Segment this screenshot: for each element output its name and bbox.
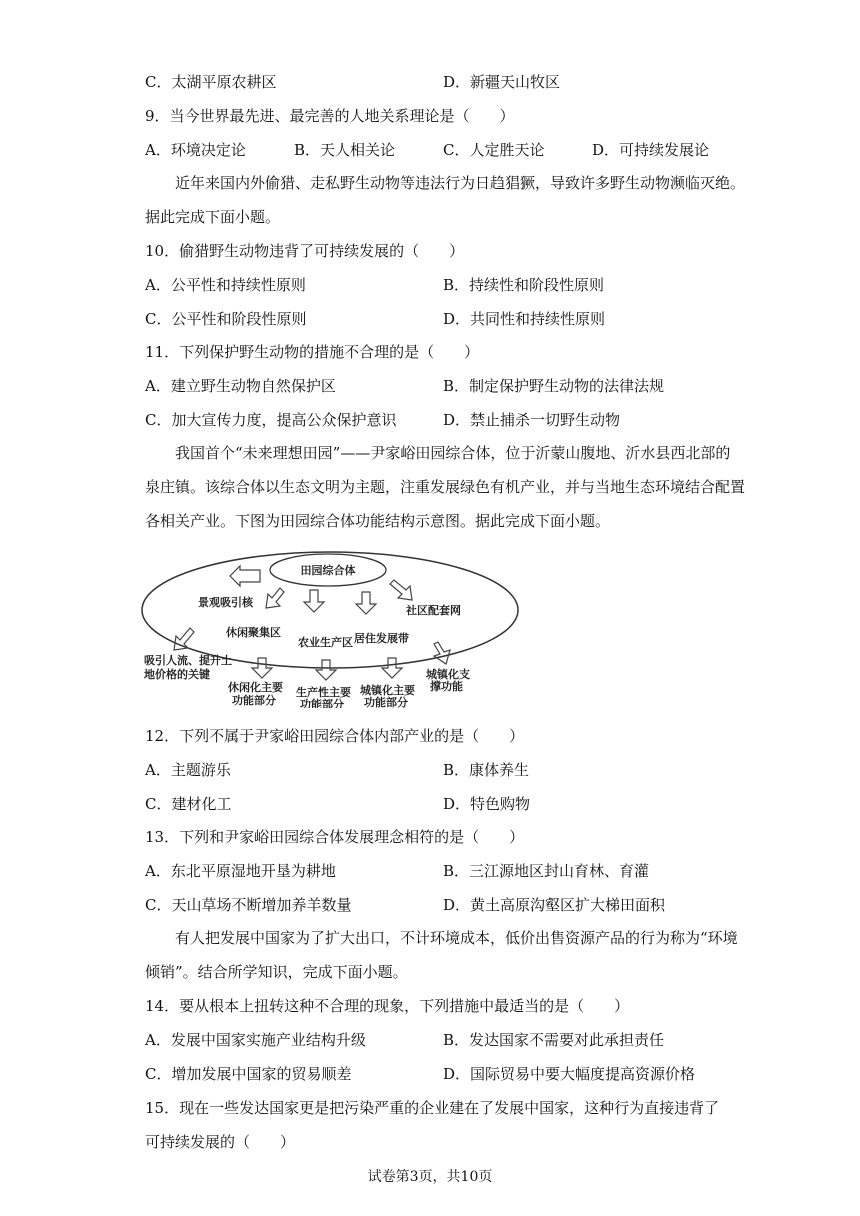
q13-option-c: C．天山草场不断增加养羊数量 [145, 896, 352, 914]
q11-stem: 11．下列保护野生动物的措施不合理的是（ ） [145, 343, 480, 361]
q10-option-b: B．持续性和阶段性原则 [443, 276, 605, 294]
q15-stem-line2: 可持续发展的（ ） [145, 1133, 296, 1151]
diagram-inner-5: 社区配套网 [406, 604, 461, 617]
diagram-outer-3b: 功能部分 [300, 698, 344, 708]
q10-option-c: C．公平性和阶段性原则 [145, 310, 307, 328]
diagram-outer-5a: 城镇化支 [426, 668, 470, 681]
q9-stem: 9．当今世界最先进、最完善的人地关系理论是（ ） [145, 107, 515, 125]
q14-option-b: B．发达国家不需要对此承担责任 [443, 1031, 665, 1049]
q8-option-d: D．新疆天山牧区 [443, 73, 561, 91]
diagram-outer-1b: 地价格的关键 [144, 668, 210, 681]
diagram-outer-2a: 休闲化主要 [228, 681, 283, 694]
diagram-inner-3: 农业生产区 [298, 636, 353, 649]
q11-option-b: B．制定保护野生动物的法律法规 [443, 377, 665, 395]
q12-stem: 12．下列不属于尹家峪田园综合体内部产业的是（ ） [145, 727, 525, 745]
diagram-inner-2: 休闲聚集区 [226, 626, 281, 639]
q8-option-c: C．太湖平原农耕区 [145, 73, 277, 91]
q12-option-d: D．特色购物 [443, 795, 531, 813]
q13-stem: 13．下列和尹家峪田园综合体发展理念相符的是（ ） [145, 828, 525, 846]
function-structure-diagram [140, 548, 540, 708]
q12-option-a: A．主题游乐 [145, 761, 231, 779]
q14-option-d: D．国际贸易中要大幅度提高资源价格 [443, 1065, 696, 1083]
q11-option-d: D．禁止捕杀一切野生动物 [443, 411, 621, 429]
q9-option-c: C．人定胜天论 [443, 141, 545, 159]
q13-option-d: D．黄土高原沟壑区扩大梯田面积 [443, 896, 666, 914]
q13-option-a: A．东北平原湿地开垦为耕地 [145, 862, 336, 880]
diagram-center: 田园综合体 [300, 564, 356, 577]
passage-wildlife: 近年来国内外偷猎、走私野生动物等违法行为日趋猖獗，导致许多野生动物濒临灭绝。据此完成下面小题。 [145, 174, 746, 226]
q10-option-a: A．公平性和持续性原则 [145, 276, 306, 294]
q14-option-a: A．发展中国家实施产业结构升级 [145, 1031, 366, 1049]
diagram-outer-4a: 城镇化主要 [360, 684, 415, 697]
q13-option-b: B．三江源地区封山育林、育灌 [443, 862, 650, 880]
diagram-inner-1: 景观吸引核 [198, 596, 253, 609]
q14-stem: 14．要从根本上扭转这种不合理的现象，下列措施中最适当的是（ ） [145, 997, 630, 1015]
q9-option-a: A．环境决定论 [145, 141, 246, 159]
q14-option-c: C．增加发展中国家的贸易顺差 [145, 1065, 352, 1083]
q10-option-d: D．共同性和持续性原则 [443, 310, 606, 328]
q15-stem-line1: 15．现在一些发达国家更是把污染严重的企业建在了发展中国家，这种行为直接违背了 [145, 1099, 720, 1117]
diagram-outer-1a: 吸引人流、提升土 [144, 654, 232, 667]
q11-option-a: A．建立野生动物自然保护区 [145, 377, 336, 395]
diagram-outer-4b: 功能部分 [364, 696, 408, 708]
q9-option-d: D．可持续发展论 [592, 141, 710, 159]
page-footer: 试卷第3页，共10页 [367, 1169, 493, 1185]
diagram-inner-4: 居住发展带 [354, 632, 409, 645]
diagram-svg [140, 548, 540, 708]
diagram-outer-2b: 功能部分 [232, 694, 276, 707]
q12-option-c: C．建材化工 [145, 795, 232, 813]
q9-option-b: B．天人相关论 [294, 141, 396, 159]
q11-option-c: C．加大宣传力度，提高公众保护意识 [145, 411, 397, 429]
passage-tianyuan: 我国首个“未来理想田园”——尹家峪田园综合体，位于沂蒙山腹地、沂水县西北部的泉庄镇。该综合体以生态文明为主题，注重发展绿色有机产业，并与当地生态环境结合配置各相关产业。下图为田园综合体功能结构示意图。据此完成下面小题。 [145, 444, 746, 530]
passage-environment-dumping: 有人把发展中国家为了扩大出口，不计环境成本，低价出售资源产品的行为称为“环境倾销”。结合所学知识，完成下面小题。 [145, 929, 738, 981]
q10-stem: 10．偷猎野生动物违背了可持续发展的（ ） [145, 242, 465, 260]
diagram-outer-3a: 生产性主要 [296, 686, 351, 699]
q12-option-b: B．康体养生 [443, 761, 530, 779]
diagram-outer-5b: 撑功能 [430, 680, 463, 693]
